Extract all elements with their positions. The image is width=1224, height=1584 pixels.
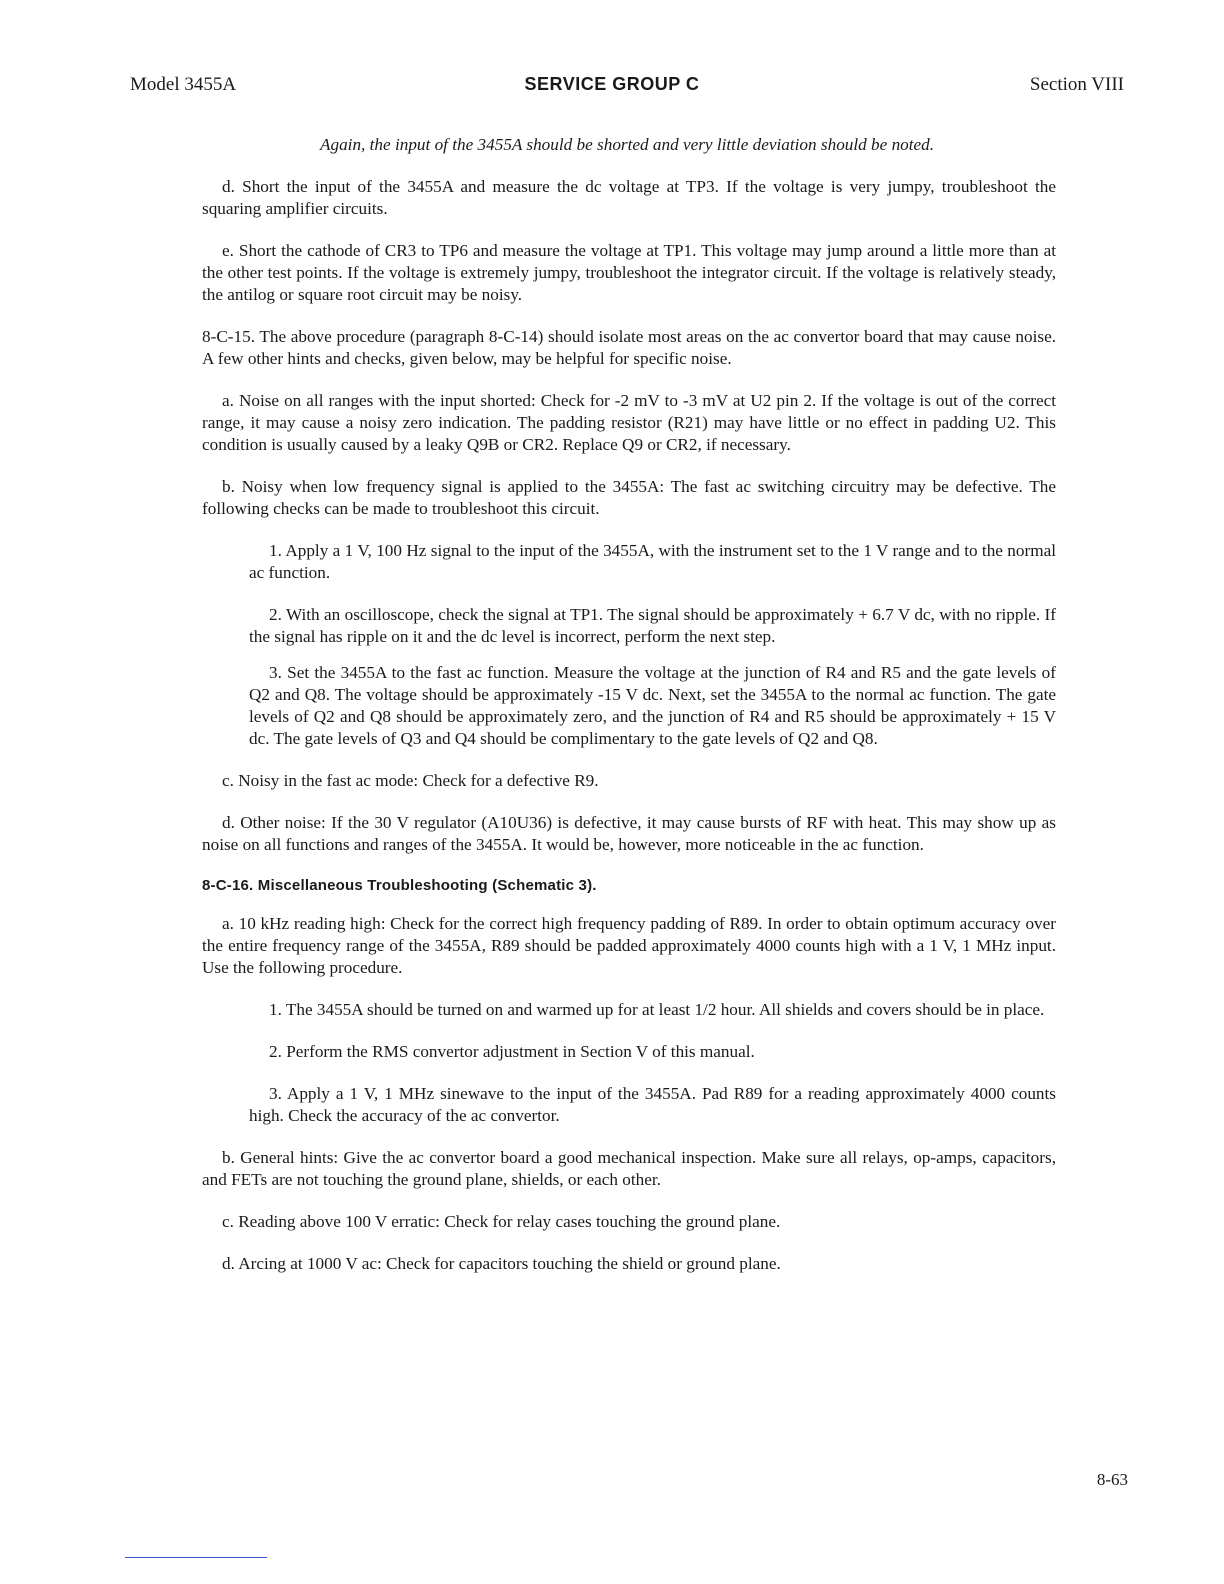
paragraph-8-c-15: 8-C-15. The above procedure (paragraph 8-C-14) should isolate most areas on the ac convertor board that may cause noise. A few other hints and checks, given below, may be helpful for specific noise. <box>202 327 1056 368</box>
heading-8-c-16: 8-C-16. Miscellaneous Troubleshooting (Schematic 3). <box>202 877 597 894</box>
item-15-b-3: 3. Set the 3455A to the fast ac function. Measure the voltage at the junction of R4 and R5 and the gate levels of Q2 and Q8. The voltage should be approximately -15 V dc. Next, set the 3455A to the normal ac function. The gate levels of Q2 and Q8 should be approximately zero, and the junction of R4 and R5 should be approximately + 15 V dc. The gate levels of Q3 and Q4 should be complimentary to the gate levels of Q2 and Q8. <box>249 663 1056 748</box>
step-d: d. Short the input of the 3455A and measure the dc voltage at TP3. If the voltage is very jumpy, troubleshoot the squaring amplifier circuits. <box>202 177 1056 218</box>
item-16-b: b. General hints: Give the ac convertor board a good mechanical inspection. Make sure all relays, op-amps, capacitors, and FETs are not touching the ground plane, shields, or each other. <box>202 1148 1056 1189</box>
item-15-d: d. Other noise: If the 30 V regulator (A10U36) is defective, it may cause bursts of RF with heat. This may show up as noise on all functions and ranges of the 3455A. It would be, however, more noticeable in the ac function. <box>202 813 1056 854</box>
item-16-a-1: 1. The 3455A should be turned on and warmed up for at least 1/2 hour. All shields and covers should be in place. <box>269 1000 1045 1019</box>
header-service-group: SERVICE GROUP C <box>524 74 700 94</box>
item-15-a: a. Noise on all ranges with the input shorted: Check for -2 mV to -3 mV at U2 pin 2. If the voltage is out of the correct range, it may cause a noisy zero indication. The padding resistor (R21) may have little or no effect in padding U2. This condition is usually caused by a leaky Q9B or CR2. Replace Q9 or CR2, if necessary. <box>202 391 1056 454</box>
item-15-b-2: 2. With an oscilloscope, check the signal at TP1. The signal should be approximately + 6.7 V dc, with no ripple. If the signal has ripple on it and the dc level is incorrect, perform the next step. <box>249 605 1056 646</box>
item-16-c: c. Reading above 100 V erratic: Check for relay cases touching the ground plane. <box>222 1212 781 1231</box>
item-16-a-3: 3. Apply a 1 V, 1 MHz sinewave to the input of the 3455A. Pad R89 for a reading approximately 4000 counts high. Check the accuracy of the ac convertor. <box>249 1084 1056 1125</box>
item-15-c: c. Noisy in the fast ac mode: Check for a defective R9. <box>222 771 599 790</box>
step-e: e. Short the cathode of CR3 to TP6 and measure the voltage at TP1. This voltage may jump around a little more than at the other test points. If the voltage is extremely jumpy, troubleshoot the integrator circuit. If the voltage is relatively steady, the antilog or square root circuit may be noisy. <box>202 241 1056 304</box>
item-15-b-1: 1. Apply a 1 V, 100 Hz signal to the input of the 3455A, with the instrument set to the 1 V range and to the normal ac function. <box>249 541 1056 582</box>
header-section: Section VIII <box>1029 74 1124 95</box>
item-15-b: b. Noisy when low frequency signal is applied to the 3455A: The fast ac switching circuitry may be defective. The following checks can be made to troubleshoot this circuit. <box>202 477 1056 518</box>
item-16-a: a. 10 kHz reading high: Check for the correct high frequency padding of R89. In order to obtain optimum accuracy over the entire frequency range of the 3455A, R89 should be padded approximately 4000 counts high with a 1 V, 1 MHz input. Use the following procedure. <box>202 914 1056 977</box>
italic-note: Again, the input of the 3455A should be shorted and very little deviation should be noted. <box>320 135 935 154</box>
item-16-d: d. Arcing at 1000 V ac: Check for capacitors touching the shield or ground plane. <box>222 1254 781 1273</box>
bottom-divider <box>125 1557 267 1558</box>
header-model: Model 3455A <box>130 74 237 95</box>
page-number: 8-63 <box>1096 1470 1128 1489</box>
body-text <box>202 134 1056 1275</box>
item-16-a-2: 2. Perform the RMS convertor adjustment in Section V of this manual. <box>269 1042 755 1061</box>
